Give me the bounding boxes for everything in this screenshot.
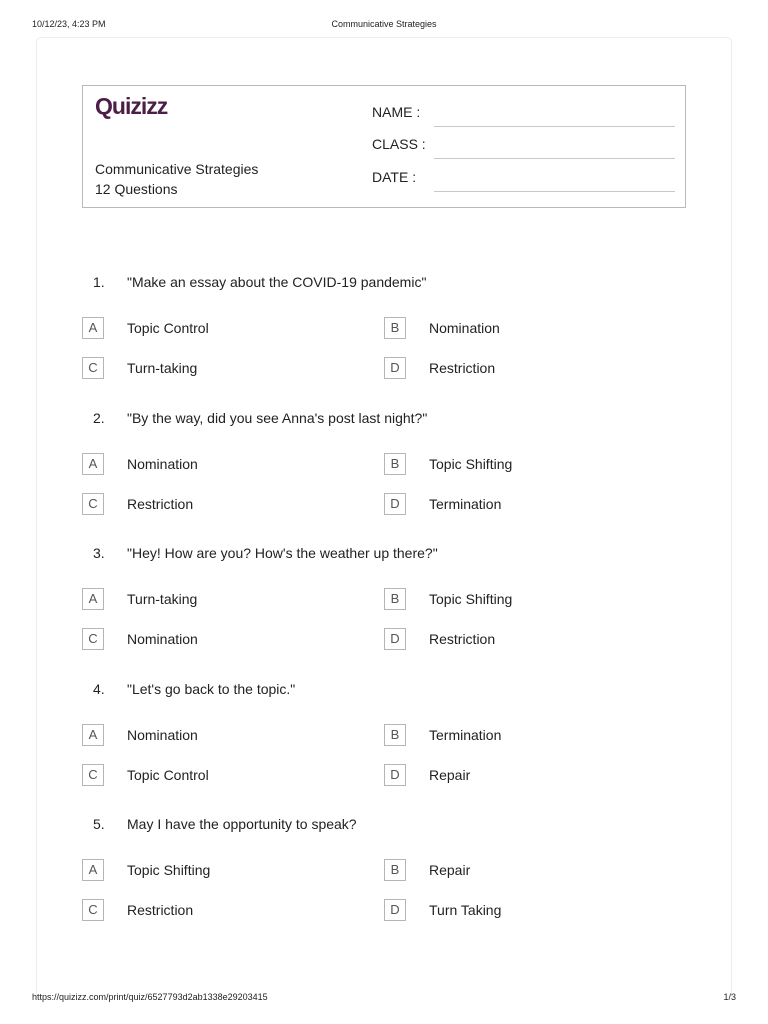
option-letter-box: A xyxy=(82,453,104,475)
option-letter-box: B xyxy=(384,724,406,746)
option-text: Restriction xyxy=(127,496,194,512)
option-letter-box: D xyxy=(384,628,406,650)
option-text: Topic Shifting xyxy=(429,591,513,607)
print-page-title: Communicative Strategies xyxy=(331,19,437,29)
question-text: "Make an essay about the COVID-19 pandemic" xyxy=(127,274,427,290)
option-text: Nomination xyxy=(127,456,198,472)
option-letter-box: A xyxy=(82,317,104,339)
option-text: Topic Control xyxy=(127,767,209,783)
option-letter-box: D xyxy=(384,899,406,921)
option-text: Topic Shifting xyxy=(429,456,513,472)
option-letter-box: D xyxy=(384,493,406,515)
option-text: Termination xyxy=(429,496,502,512)
option-text: Turn Taking xyxy=(429,902,502,918)
print-url: https://quizizz.com/print/quiz/6527793d2ab1338e29203415 xyxy=(32,992,268,1002)
option-text: Nomination xyxy=(127,631,198,647)
option-text: Restriction xyxy=(429,631,496,647)
question-number: 3. xyxy=(93,545,105,561)
option-text: Topic Shifting xyxy=(127,862,211,878)
name-field xyxy=(372,101,675,127)
page-number: 1/3 xyxy=(723,992,736,1002)
option-text: Turn-taking xyxy=(127,360,198,376)
option-letter-box: D xyxy=(384,357,406,379)
option-text: Restriction xyxy=(429,360,496,376)
option-letter-box: C xyxy=(82,899,104,921)
question-text: May I have the opportunity to speak? xyxy=(127,816,357,832)
quizizz-logo: Quizizz xyxy=(95,93,168,119)
option-text: Restriction xyxy=(127,902,194,918)
print-timestamp: 10/12/23, 4:23 PM xyxy=(32,19,106,29)
question-count: 12 Questions xyxy=(95,181,178,197)
option-letter-box: B xyxy=(384,588,406,610)
option-letter-box: A xyxy=(82,859,104,881)
option-text: Termination xyxy=(429,727,502,743)
question-number: 1. xyxy=(93,274,105,290)
option-text: Topic Control xyxy=(127,320,209,336)
question-number: 4. xyxy=(93,681,105,697)
option-text: Turn-taking xyxy=(127,591,198,607)
option-text: Repair xyxy=(429,862,471,878)
quiz-info-box xyxy=(82,85,686,208)
question-text: "Let's go back to the topic." xyxy=(127,681,296,697)
option-letter-box: D xyxy=(384,764,406,786)
date-field xyxy=(372,166,675,192)
option-letter-box: B xyxy=(384,317,406,339)
question-text: "By the way, did you see Anna's post last night?" xyxy=(127,410,428,426)
option-text: Nomination xyxy=(127,727,198,743)
option-letter-box: C xyxy=(82,764,104,786)
option-letter-box: A xyxy=(82,724,104,746)
question-number: 2. xyxy=(93,410,105,426)
option-letter-box: C xyxy=(82,628,104,650)
quiz-title: Communicative Strategies xyxy=(95,161,259,177)
question-number: 5. xyxy=(93,816,105,832)
option-letter-box: B xyxy=(384,453,406,475)
class-line xyxy=(434,158,675,159)
date-line xyxy=(434,191,675,192)
class-field xyxy=(372,133,675,159)
name-line xyxy=(434,126,675,127)
print-header xyxy=(32,19,736,31)
option-letter-box: A xyxy=(82,588,104,610)
option-text: Repair xyxy=(429,767,471,783)
option-letter-box: C xyxy=(82,493,104,515)
class-label: CLASS : xyxy=(372,136,426,152)
question-text: "Hey! How are you? How's the weather up there?" xyxy=(127,545,438,561)
option-letter-box: C xyxy=(82,357,104,379)
print-footer xyxy=(32,992,736,1004)
date-label: DATE : xyxy=(372,169,417,185)
name-label: NAME : xyxy=(372,104,421,120)
option-text: Nomination xyxy=(429,320,500,336)
option-letter-box: B xyxy=(384,859,406,881)
